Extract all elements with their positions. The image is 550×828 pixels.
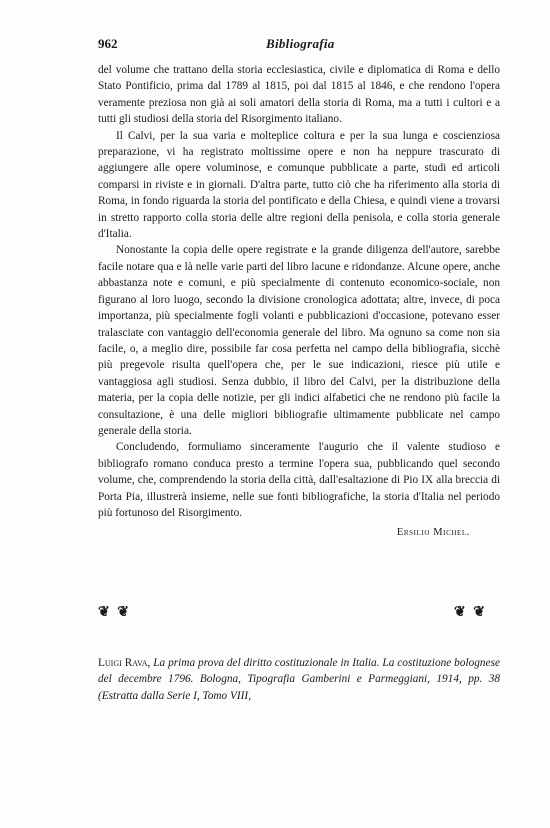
next-review-author: Luigi Rava, [98,657,151,669]
reviewer-signature: Ersilio Michel. [396,527,470,539]
paragraph-calvi: Il Calvi, per la sua varia e molteplice coltura e per la sua lunga e coscienziosa preparazione, vi ha registrato moltissime opere e non ha neppure trascurato di aggiungere alle opere voluminose, e comunque pubblicate a parte, studi ed articoli comparsi in riviste e in giornali. D'altra parte, tutto ciò che ha riferimento alla storia di Roma, in fondo riguarda la storia del pontificato e della Chiesa, e quindi viene a trovarsi in stretto rapporto colla storia delle altre regioni della penisola, e colla storia generale d'Italia. [98,129,500,241]
paragraph-concludendo: Concludendo, formuliamo sinceramente l'augurio che il valente studioso e bibliografo romano conduca presto a termine l'opera sua, pubblicando quel secondo volume, che, comprendendo la storia della città, dall'esaltazione di Pio IX alla breccia di Porta Pia, illustrerà insieme, nelle sue fonti bibliografiche, la storia d'Italia nel periodo più fortunoso del Risorgimento. [98,441,500,519]
page-number: 962 [98,36,118,51]
section-ornament-right: ❦ ❦ [454,605,487,620]
page-header [98,36,498,54]
next-review-citation: La prima prova del diritto costituzionale in Italia. La costituzione bolognese del decembre 1796. Bologna, Tipografia Gamberini e Parmeggiani, 1914, pp. 38 (Estratta dalla Serie I, Tomo VIII, [98,657,500,702]
review-body [98,62,500,542]
running-title: Bibliografia [266,36,335,51]
next-review-entry [98,655,500,704]
section-ornament-left: ❦ ❦ [98,605,131,620]
paragraph-nonostante: Nonostante la copia delle opere registrate e la grande diligenza dell'autore, sarebbe facile notare qua e là nelle varie parti del libro lacune e ridondanze. Alcune opere, anche abbastanza note e comuni, e più specialmente di contenuto economico-sociale, non figurano al loro luogo, secondo la divisione cronologica adottata; altre, invece, di poca importanza, più specialmente fogli volanti e pubblicazioni d'occasione, potevano esser tralasciate con vantaggio dell'economia generale del libro. Ma ognuno sa come non sia facile, o, a meglio dire, possibile far cosa perfetta nel campo della bibliografia, sicchè più pregevole risulta quell'opera che, per le sue indicazioni, riesce più utile e vantaggiosa agli studiosi. Senza dubbio, il libro del Calvi, per la distribuzione della materia, per la copia delle notizie, per gli indici alfabetici che ne rendono più facile la consultazione, è una delle migliori bibliografie ultimamente pubblicate nel campo generale della storia. [98,244,500,437]
continuation-paragraph: del volume che trattano della storia ecclesiastica, civile e diplomatica di Roma e dello Stato Pontificio, prima dal 1789 al 1815, poi dal 1815 al 1846, e che rendono l'opera veramente preziosa non già ai soli amatori della storia di Roma, ma a tutti i cultori e a tutti gli studiosi della storia del Risorgimento italiano. [98,64,500,126]
